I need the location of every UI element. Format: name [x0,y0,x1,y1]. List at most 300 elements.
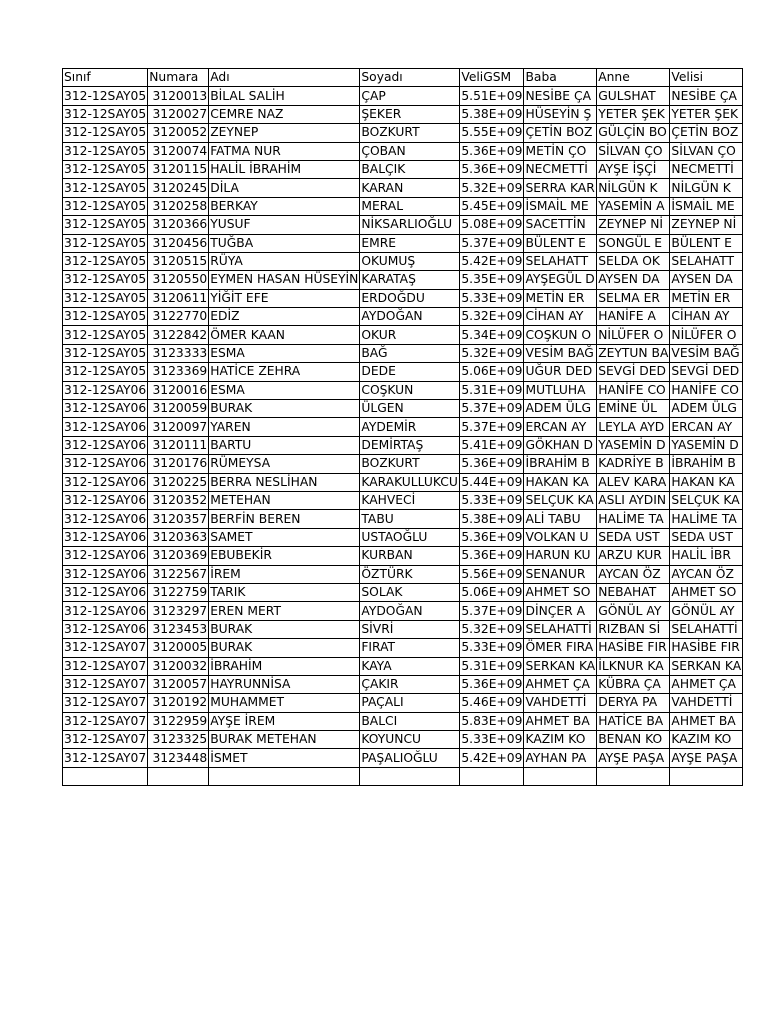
cell-veligsm[interactable]: 5.08E+09 [460,216,524,234]
cell-velisi[interactable]: NİLGÜN K [670,179,743,197]
cell-veligsm[interactable]: 5.31E+09 [460,381,524,399]
cell-soyadi[interactable]: DEDE [360,363,460,381]
cell-anne[interactable]: GÜLÇİN BO [597,124,670,142]
cell-velisi[interactable]: HASİBE FIR [670,639,743,657]
cell-sinif[interactable]: 312-12SAY06 [63,381,148,399]
cell-numara[interactable]: 3120059 [148,400,209,418]
cell-velisi[interactable]: YETER ŞEK [670,105,743,123]
cell-adi[interactable]: EDİZ [209,308,360,326]
cell-baba[interactable]: İSMAİL ME [524,197,597,215]
cell-soyadi[interactable]: EMRE [360,234,460,252]
cell-sinif[interactable]: 312-12SAY06 [63,583,148,601]
cell-velisi[interactable]: AHMET ÇA [670,675,743,693]
cell-velisi[interactable]: AYŞE PAŞA [670,749,743,767]
cell-veligsm[interactable]: 5.37E+09 [460,400,524,418]
cell-adi[interactable]: TUĞBA [209,234,360,252]
cell-numara[interactable]: 3120225 [148,473,209,491]
cell-veligsm[interactable]: 5.06E+09 [460,583,524,601]
cell-veligsm[interactable]: 5.55E+09 [460,124,524,142]
cell-veligsm[interactable]: 5.36E+09 [460,455,524,473]
cell-soyadi[interactable]: ERDOĞDU [360,289,460,307]
cell-veligsm[interactable]: 5.33E+09 [460,491,524,509]
cell-anne[interactable]: KADRİYE B [597,455,670,473]
cell-anne[interactable]: YASEMİN A [597,197,670,215]
cell-numara[interactable]: 3120115 [148,160,209,178]
cell-veligsm[interactable]: 5.31E+09 [460,657,524,675]
cell-adi[interactable]: YUSUF [209,216,360,234]
cell-sinif[interactable]: 312-12SAY05 [63,344,148,362]
cell-adi[interactable]: BARTU [209,436,360,454]
cell-adi[interactable]: HAYRUNNİSA [209,675,360,693]
cell-veligsm[interactable]: 5.34E+09 [460,326,524,344]
cell-sinif[interactable]: 312-12SAY05 [63,363,148,381]
cell-numara[interactable]: 3120258 [148,197,209,215]
cell-sinif[interactable]: 312-12SAY06 [63,418,148,436]
cell-velisi[interactable]: İSMAİL ME [670,197,743,215]
cell-soyadi[interactable]: AYDEMİR [360,418,460,436]
cell-velisi[interactable]: KAZIM KO [670,731,743,749]
cell-numara[interactable]: 3122959 [148,712,209,730]
cell-sinif[interactable]: 312-12SAY05 [63,271,148,289]
cell-soyadi[interactable]: SOLAK [360,583,460,601]
cell-numara[interactable]: 3120052 [148,124,209,142]
cell-soyadi[interactable]: MERAL [360,197,460,215]
cell-anne[interactable]: AYŞE PAŞA [597,749,670,767]
cell-anne[interactable]: SELMA ER [597,289,670,307]
cell-soyadi[interactable]: AYDOĞAN [360,308,460,326]
cell-veligsm[interactable]: 5.37E+09 [460,234,524,252]
cell-velisi[interactable]: BÜLENT E [670,234,743,252]
cell-veligsm[interactable]: 5.45E+09 [460,197,524,215]
cell-velisi[interactable]: SİLVAN ÇO [670,142,743,160]
cell-numara[interactable]: 3122759 [148,583,209,601]
cell-sinif[interactable]: 312-12SAY06 [63,400,148,418]
cell-veligsm[interactable]: 5.38E+09 [460,510,524,528]
cell-anne[interactable]: DERYA PA [597,694,670,712]
cell-baba[interactable]: ÇETİN BOZ [524,124,597,142]
cell-veligsm[interactable]: 5.42E+09 [460,749,524,767]
cell-baba[interactable]: VOLKAN U [524,528,597,546]
cell-velisi[interactable]: HAKAN KA [670,473,743,491]
cell-soyadi[interactable]: BALCI [360,712,460,730]
cell-veligsm[interactable]: 5.06E+09 [460,363,524,381]
cell-sinif[interactable]: 312-12SAY07 [63,694,148,712]
cell-anne[interactable]: Anne [597,69,670,87]
cell-numara[interactable]: 3123448 [148,749,209,767]
cell-adi[interactable]: CEMRE NAZ [209,105,360,123]
cell-veligsm[interactable]: 5.56E+09 [460,565,524,583]
cell-veligsm[interactable]: 5.35E+09 [460,271,524,289]
cell-baba[interactable]: SELÇUK KA [524,491,597,509]
cell-anne[interactable]: KÜBRA ÇA [597,675,670,693]
cell-veligsm[interactable]: 5.44E+09 [460,473,524,491]
cell-soyadi[interactable]: KAYA [360,657,460,675]
cell-baba[interactable]: HÜSEYİN Ş [524,105,597,123]
cell-anne[interactable]: ZEYNEP Nİ [597,216,670,234]
cell-sinif[interactable]: 312-12SAY05 [63,142,148,160]
cell-sinif[interactable]: 312-12SAY06 [63,620,148,638]
cell-anne[interactable]: NEBAHAT [597,583,670,601]
cell-sinif[interactable]: 312-12SAY07 [63,731,148,749]
cell-adi[interactable]: RÜYA [209,252,360,270]
cell-anne[interactable]: YASEMİN D [597,436,670,454]
cell-adi[interactable]: EBUBEKİR [209,547,360,565]
cell-baba[interactable]: AHMET ÇA [524,675,597,693]
cell-adi[interactable]: HALİL İBRAHİM [209,160,360,178]
cell-velisi[interactable]: GÖNÜL AY [670,602,743,620]
cell-baba[interactable]: UĞUR DED [524,363,597,381]
cell-sinif[interactable]: 312-12SAY05 [63,308,148,326]
cell-baba[interactable]: SELAHATT [524,252,597,270]
cell-velisi[interactable]: ÇETİN BOZ [670,124,743,142]
cell-adi[interactable]: METEHAN [209,491,360,509]
cell-velisi[interactable]: YASEMİN D [670,436,743,454]
cell-baba[interactable] [524,767,597,785]
cell-anne[interactable]: SEDA UST [597,528,670,546]
cell-adi[interactable]: EYMEN HASAN HÜSEYİN [209,271,360,289]
cell-numara[interactable]: 3120074 [148,142,209,160]
cell-velisi[interactable]: ADEM ÜLG [670,400,743,418]
cell-numara[interactable]: 3120032 [148,657,209,675]
cell-veligsm[interactable]: 5.33E+09 [460,639,524,657]
cell-velisi[interactable]: AHMET BA [670,712,743,730]
cell-baba[interactable]: NESİBE ÇA [524,87,597,105]
cell-numara[interactable]: 3120550 [148,271,209,289]
cell-baba[interactable]: CİHAN AY [524,308,597,326]
cell-numara[interactable]: 3122567 [148,565,209,583]
cell-anne[interactable]: NİLGÜN K [597,179,670,197]
cell-anne[interactable]: BENAN KO [597,731,670,749]
cell-veligsm[interactable]: 5.36E+09 [460,160,524,178]
cell-sinif[interactable]: Sınıf [63,69,148,87]
cell-anne[interactable]: SİLVAN ÇO [597,142,670,160]
cell-baba[interactable]: ADEM ÜLG [524,400,597,418]
cell-numara[interactable]: 3122770 [148,308,209,326]
cell-baba[interactable]: VAHDETTİ [524,694,597,712]
cell-baba[interactable]: ERCAN AY [524,418,597,436]
cell-adi[interactable]: BERRA NESLİHAN [209,473,360,491]
cell-baba[interactable]: VESİM BAĞ [524,344,597,362]
cell-anne[interactable]: AYCAN ÖZ [597,565,670,583]
cell-baba[interactable]: AHMET SO [524,583,597,601]
cell-numara[interactable]: 3120515 [148,252,209,270]
cell-velisi[interactable]: SEDA UST [670,528,743,546]
cell-soyadi[interactable]: KURBAN [360,547,460,565]
cell-veligsm[interactable]: VeliGSM [460,69,524,87]
cell-sinif[interactable]: 312-12SAY05 [63,87,148,105]
cell-baba[interactable]: SERKAN KA [524,657,597,675]
cell-anne[interactable]: GÖNÜL AY [597,602,670,620]
cell-baba[interactable]: HAKAN KA [524,473,597,491]
cell-veligsm[interactable]: 5.32E+09 [460,620,524,638]
cell-numara[interactable]: 3123325 [148,731,209,749]
cell-veligsm[interactable]: 5.32E+09 [460,179,524,197]
cell-sinif[interactable]: 312-12SAY06 [63,547,148,565]
cell-adi[interactable]: ÖMER KAAN [209,326,360,344]
cell-soyadi[interactable]: ŞEKER [360,105,460,123]
cell-sinif[interactable]: 312-12SAY05 [63,160,148,178]
cell-soyadi[interactable]: ÇAKIR [360,675,460,693]
cell-sinif[interactable]: 312-12SAY07 [63,657,148,675]
cell-soyadi[interactable]: TABU [360,510,460,528]
cell-velisi[interactable]: NİLÜFER O [670,326,743,344]
cell-velisi[interactable]: SELAHATT [670,252,743,270]
cell-numara[interactable]: 3120027 [148,105,209,123]
cell-soyadi[interactable]: ÖZTÜRK [360,565,460,583]
cell-adi[interactable]: ZEYNEP [209,124,360,142]
cell-baba[interactable]: İBRAHİM B [524,455,597,473]
cell-baba[interactable]: SACETTİN [524,216,597,234]
cell-numara[interactable]: Numara [148,69,209,87]
cell-soyadi[interactable]: KARAN [360,179,460,197]
cell-soyadi[interactable]: USTAOĞLU [360,528,460,546]
cell-baba[interactable]: METİN ER [524,289,597,307]
cell-baba[interactable]: COŞKUN O [524,326,597,344]
cell-baba[interactable]: MUTLUHA [524,381,597,399]
cell-velisi[interactable]: Velisi [670,69,743,87]
cell-numara[interactable]: 3120245 [148,179,209,197]
cell-numara[interactable]: 3123333 [148,344,209,362]
cell-anne[interactable]: HASİBE FIR [597,639,670,657]
cell-veligsm[interactable] [460,767,524,785]
cell-sinif[interactable]: 312-12SAY06 [63,510,148,528]
cell-velisi[interactable]: ZEYNEP Nİ [670,216,743,234]
cell-adi[interactable]: BURAK [209,639,360,657]
cell-adi[interactable]: BERFİN BEREN [209,510,360,528]
cell-numara[interactable]: 3120057 [148,675,209,693]
cell-numara[interactable]: 3120013 [148,87,209,105]
cell-numara[interactable]: 3120611 [148,289,209,307]
cell-adi[interactable]: BURAK METEHAN [209,731,360,749]
cell-sinif[interactable]: 312-12SAY05 [63,105,148,123]
cell-sinif[interactable]: 312-12SAY05 [63,289,148,307]
cell-adi[interactable]: SAMET [209,528,360,546]
cell-numara[interactable]: 3120097 [148,418,209,436]
cell-veligsm[interactable]: 5.36E+09 [460,528,524,546]
cell-baba[interactable]: SELAHATTİ [524,620,597,638]
cell-sinif[interactable]: 312-12SAY05 [63,252,148,270]
cell-baba[interactable]: GÖKHAN D [524,436,597,454]
cell-velisi[interactable]: NECMETTİ [670,160,743,178]
cell-anne[interactable]: ARZU KUR [597,547,670,565]
cell-velisi[interactable]: VAHDETTİ [670,694,743,712]
cell-sinif[interactable]: 312-12SAY05 [63,179,148,197]
cell-adi[interactable]: FATMA NUR [209,142,360,160]
cell-numara[interactable]: 3120192 [148,694,209,712]
cell-anne[interactable]: AYŞE İŞÇİ [597,160,670,178]
cell-soyadi[interactable]: PAŞALIOĞLU [360,749,460,767]
cell-baba[interactable]: METİN ÇO [524,142,597,160]
cell-adi[interactable]: AYŞE İREM [209,712,360,730]
cell-veligsm[interactable]: 5.51E+09 [460,87,524,105]
cell-soyadi[interactable]: SİVRİ [360,620,460,638]
cell-soyadi[interactable]: PAÇALI [360,694,460,712]
cell-sinif[interactable]: 312-12SAY06 [63,602,148,620]
cell-anne[interactable]: GULSHAT [597,87,670,105]
cell-velisi[interactable]: HANİFE CO [670,381,743,399]
cell-numara[interactable]: 3120111 [148,436,209,454]
cell-anne[interactable]: ASLI AYDIN [597,491,670,509]
cell-adi[interactable] [209,767,360,785]
cell-veligsm[interactable]: 5.41E+09 [460,436,524,454]
cell-adi[interactable]: DİLA [209,179,360,197]
cell-numara[interactable]: 3120357 [148,510,209,528]
cell-adi[interactable]: EREN MERT [209,602,360,620]
cell-velisi[interactable]: ERCAN AY [670,418,743,436]
cell-anne[interactable]: HATİCE BA [597,712,670,730]
cell-baba[interactable]: BÜLENT E [524,234,597,252]
cell-sinif[interactable]: 312-12SAY06 [63,565,148,583]
cell-soyadi[interactable]: COŞKUN [360,381,460,399]
cell-veligsm[interactable]: 5.33E+09 [460,289,524,307]
cell-adi[interactable]: TARIK [209,583,360,601]
cell-soyadi[interactable]: ÜLGEN [360,400,460,418]
cell-velisi[interactable] [670,767,743,785]
cell-anne[interactable]: İLKNUR KA [597,657,670,675]
cell-anne[interactable]: LEYLA AYD [597,418,670,436]
cell-adi[interactable]: İBRAHİM [209,657,360,675]
cell-soyadi[interactable]: NİKSARLIOĞLU [360,216,460,234]
cell-anne[interactable] [597,767,670,785]
cell-veligsm[interactable]: 5.83E+09 [460,712,524,730]
cell-baba[interactable]: Baba [524,69,597,87]
cell-veligsm[interactable]: 5.37E+09 [460,602,524,620]
cell-soyadi[interactable]: BAĞ [360,344,460,362]
cell-baba[interactable]: AYŞEGÜL D [524,271,597,289]
cell-velisi[interactable]: NESİBE ÇA [670,87,743,105]
cell-veligsm[interactable]: 5.33E+09 [460,731,524,749]
cell-velisi[interactable]: SERKAN KA [670,657,743,675]
cell-velisi[interactable]: HALİME TA [670,510,743,528]
cell-anne[interactable]: EMİNE ÜL [597,400,670,418]
cell-adi[interactable]: YAREN [209,418,360,436]
cell-baba[interactable]: SERRA KAR [524,179,597,197]
cell-anne[interactable]: HANİFE CO [597,381,670,399]
cell-numara[interactable]: 3120176 [148,455,209,473]
cell-soyadi[interactable]: FIRAT [360,639,460,657]
cell-baba[interactable]: NECMETTİ [524,160,597,178]
cell-numara[interactable]: 3120369 [148,547,209,565]
cell-veligsm[interactable]: 5.46E+09 [460,694,524,712]
cell-sinif[interactable]: 312-12SAY06 [63,436,148,454]
cell-numara[interactable]: 3120352 [148,491,209,509]
cell-adi[interactable]: BİLAL SALİH [209,87,360,105]
cell-velisi[interactable]: SELAHATTİ [670,620,743,638]
cell-baba[interactable]: DİNÇER A [524,602,597,620]
cell-numara[interactable]: 3120456 [148,234,209,252]
cell-veligsm[interactable]: 5.36E+09 [460,142,524,160]
cell-sinif[interactable]: 312-12SAY05 [63,124,148,142]
cell-adi[interactable]: YİĞİT EFE [209,289,360,307]
cell-baba[interactable]: AYHAN PA [524,749,597,767]
cell-sinif[interactable]: 312-12SAY05 [63,234,148,252]
cell-sinif[interactable]: 312-12SAY07 [63,749,148,767]
cell-numara[interactable]: 3123369 [148,363,209,381]
cell-adi[interactable]: HATİCE ZEHRA [209,363,360,381]
cell-numara[interactable]: 3123453 [148,620,209,638]
cell-velisi[interactable]: METİN ER [670,289,743,307]
cell-numara[interactable]: 3122842 [148,326,209,344]
cell-soyadi[interactable]: KARAKULLUKCU [360,473,460,491]
cell-soyadi[interactable]: KAHVECİ [360,491,460,509]
cell-veligsm[interactable]: 5.32E+09 [460,344,524,362]
cell-adi[interactable]: ESMA [209,381,360,399]
cell-baba[interactable]: ÖMER FIRA [524,639,597,657]
cell-velisi[interactable]: AYSEN DA [670,271,743,289]
cell-adi[interactable]: BERKAY [209,197,360,215]
cell-anne[interactable]: HANİFE A [597,308,670,326]
cell-anne[interactable]: ZEYTUN BA [597,344,670,362]
cell-anne[interactable]: HALİME TA [597,510,670,528]
cell-veligsm[interactable]: 5.36E+09 [460,547,524,565]
cell-sinif[interactable]: 312-12SAY05 [63,326,148,344]
cell-soyadi[interactable]: OKUMUŞ [360,252,460,270]
cell-anne[interactable]: AYSEN DA [597,271,670,289]
cell-sinif[interactable]: 312-12SAY07 [63,712,148,730]
cell-veligsm[interactable]: 5.32E+09 [460,308,524,326]
cell-velisi[interactable]: CİHAN AY [670,308,743,326]
cell-velisi[interactable]: SEVGİ DED [670,363,743,381]
cell-soyadi[interactable]: AYDOĞAN [360,602,460,620]
cell-soyadi[interactable]: KARATAŞ [360,271,460,289]
cell-velisi[interactable]: HALİL İBR [670,547,743,565]
cell-baba[interactable]: KAZIM KO [524,731,597,749]
cell-velisi[interactable]: SELÇUK KA [670,491,743,509]
cell-sinif[interactable]: 312-12SAY06 [63,455,148,473]
cell-numara[interactable]: 3120016 [148,381,209,399]
cell-veligsm[interactable]: 5.42E+09 [460,252,524,270]
cell-veligsm[interactable]: 5.37E+09 [460,418,524,436]
cell-anne[interactable]: SONGÜL E [597,234,670,252]
cell-sinif[interactable]: 312-12SAY06 [63,528,148,546]
cell-adi[interactable]: İSMET [209,749,360,767]
cell-baba[interactable]: ALİ TABU [524,510,597,528]
cell-soyadi[interactable] [360,767,460,785]
cell-velisi[interactable]: İBRAHİM B [670,455,743,473]
cell-veligsm[interactable]: 5.38E+09 [460,105,524,123]
cell-adi[interactable]: RÜMEYSA [209,455,360,473]
cell-velisi[interactable]: VESİM BAĞ [670,344,743,362]
cell-anne[interactable]: RIZBAN Sİ [597,620,670,638]
cell-sinif[interactable]: 312-12SAY06 [63,473,148,491]
cell-soyadi[interactable]: ÇAP [360,87,460,105]
cell-anne[interactable]: NİLÜFER O [597,326,670,344]
cell-velisi[interactable]: AYCAN ÖZ [670,565,743,583]
cell-soyadi[interactable]: OKUR [360,326,460,344]
cell-sinif[interactable]: 312-12SAY07 [63,675,148,693]
cell-anne[interactable]: YETER ŞEK [597,105,670,123]
cell-soyadi[interactable]: KOYUNCU [360,731,460,749]
cell-adi[interactable]: Adı [209,69,360,87]
cell-sinif[interactable]: 312-12SAY05 [63,216,148,234]
cell-soyadi[interactable]: BALÇIK [360,160,460,178]
cell-soyadi[interactable]: Soyadı [360,69,460,87]
cell-adi[interactable]: MUHAMMET [209,694,360,712]
cell-adi[interactable]: BURAK [209,620,360,638]
cell-veligsm[interactable]: 5.36E+09 [460,675,524,693]
cell-soyadi[interactable]: ÇOBAN [360,142,460,160]
cell-sinif[interactable]: 312-12SAY07 [63,639,148,657]
cell-baba[interactable]: SENANUR [524,565,597,583]
cell-numara[interactable]: 3123297 [148,602,209,620]
cell-anne[interactable]: ALEV KARA [597,473,670,491]
cell-sinif[interactable] [63,767,148,785]
cell-soyadi[interactable]: DEMİRTAŞ [360,436,460,454]
cell-numara[interactable] [148,767,209,785]
cell-baba[interactable]: HARUN KU [524,547,597,565]
cell-adi[interactable]: BURAK [209,400,360,418]
cell-sinif[interactable]: 312-12SAY06 [63,491,148,509]
